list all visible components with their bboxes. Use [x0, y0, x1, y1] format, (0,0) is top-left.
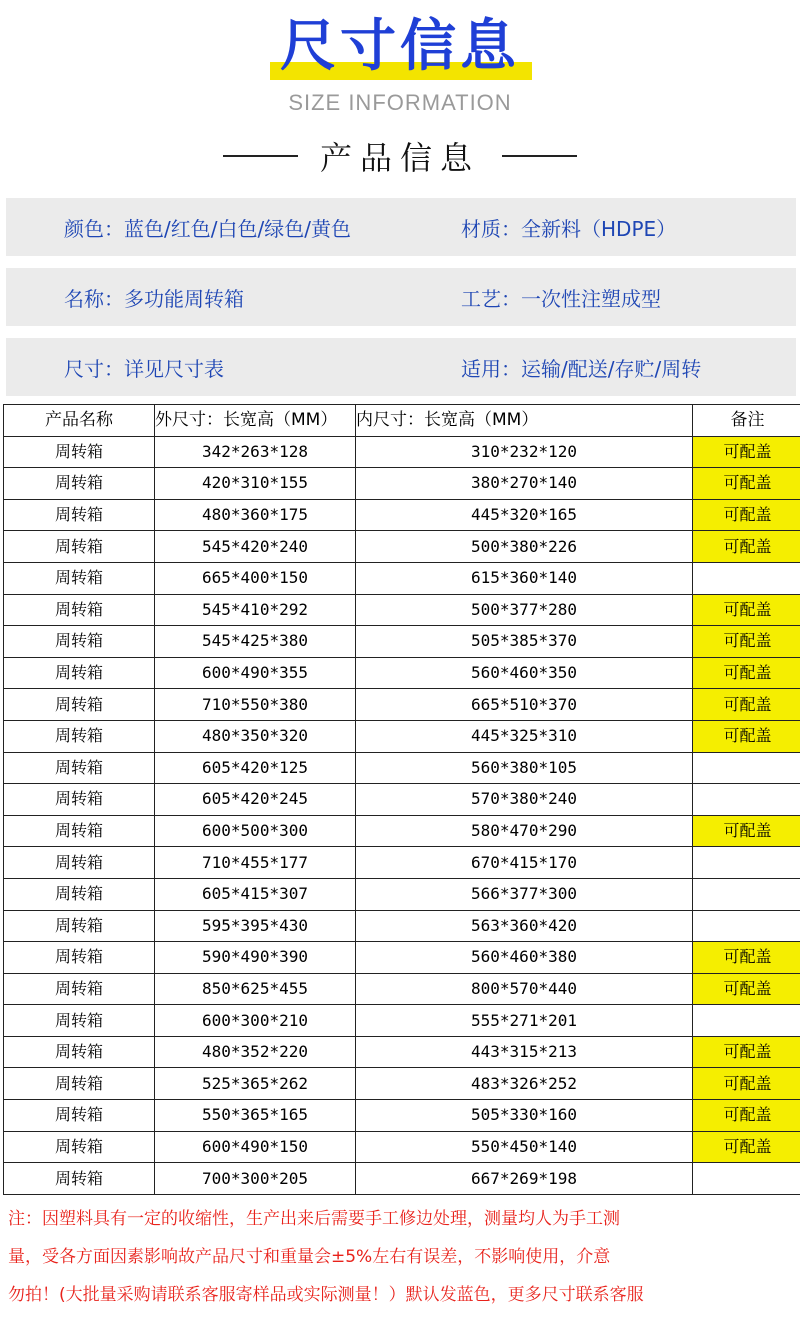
cell-note: 可配盖 [693, 1131, 800, 1163]
cell-inner-size: 500*377*280 [356, 594, 693, 626]
cell-inner-size: 665*510*370 [356, 689, 693, 721]
info-usage: 适用：运输/配送/存贮/周转 [461, 356, 702, 381]
cell-outer-size: 710*550*380 [155, 689, 356, 721]
info-row-1 [6, 198, 796, 256]
cell-note [693, 784, 800, 816]
cell-inner-size: 667*269*198 [356, 1163, 693, 1195]
cell-inner-size: 445*320*165 [356, 499, 693, 531]
footnote-line-2: 量，受各方面因素影响故产品尺寸和重量会±5%左右有误差，不影响使用，介意 [8, 1247, 611, 1267]
cell-outer-size: 665*400*150 [155, 562, 356, 594]
cell-product-name: 周转箱 [4, 689, 155, 721]
info-row-3 [6, 338, 796, 396]
cell-product-name: 周转箱 [4, 942, 155, 974]
cell-outer-size: 710*455*177 [155, 847, 356, 879]
cell-outer-size: 600*490*150 [155, 1131, 356, 1163]
cell-inner-size: 670*415*170 [356, 847, 693, 879]
cell-product-name: 周转箱 [4, 1163, 155, 1195]
table-row [4, 973, 800, 1005]
cell-note: 可配盖 [693, 436, 800, 468]
cell-product-name: 周转箱 [4, 815, 155, 847]
cell-product-name: 周转箱 [4, 752, 155, 784]
cell-inner-size: 505*385*370 [356, 626, 693, 658]
cell-inner-size: 483*326*252 [356, 1068, 693, 1100]
cell-note: 可配盖 [693, 689, 800, 721]
cell-note: 可配盖 [693, 468, 800, 500]
table-row [4, 720, 800, 752]
cell-product-name: 周转箱 [4, 973, 155, 1005]
cell-outer-size: 545*410*292 [155, 594, 356, 626]
cell-note [693, 562, 800, 594]
cell-outer-size: 550*365*165 [155, 1100, 356, 1132]
info-color: 颜色：蓝色/红色/白色/绿色/黄色 [64, 216, 351, 241]
table-row [4, 847, 800, 879]
cell-note: 可配盖 [693, 1100, 800, 1132]
table-row [4, 815, 800, 847]
cell-inner-size: 560*460*350 [356, 657, 693, 689]
cell-note: 可配盖 [693, 973, 800, 1005]
cell-product-name: 周转箱 [4, 562, 155, 594]
cell-inner-size: 615*360*140 [356, 562, 693, 594]
footnote-line-3: 勿拍！(大批量采购请联系客服寄样品或实际测量！）默认发蓝色，更多尺寸联系客服 [8, 1285, 644, 1305]
table-row [4, 562, 800, 594]
info-size: 尺寸：详见尺寸表 [64, 356, 224, 381]
cell-outer-size: 545*425*380 [155, 626, 356, 658]
cell-outer-size: 700*300*205 [155, 1163, 356, 1195]
cell-note: 可配盖 [693, 815, 800, 847]
cell-product-name: 周转箱 [4, 1131, 155, 1163]
cell-note: 可配盖 [693, 720, 800, 752]
cell-note: 可配盖 [693, 531, 800, 563]
table-row [4, 531, 800, 563]
cell-note [693, 1005, 800, 1037]
cell-note: 可配盖 [693, 594, 800, 626]
cell-product-name: 周转箱 [4, 720, 155, 752]
section-heading [0, 132, 800, 180]
cell-note [693, 752, 800, 784]
cell-inner-size: 560*380*105 [356, 752, 693, 784]
header-outer-size: 外尺寸：长宽高（MM） [155, 405, 356, 437]
cell-product-name: 周转箱 [4, 910, 155, 942]
cell-inner-size: 800*570*440 [356, 973, 693, 1005]
cell-product-name: 周转箱 [4, 468, 155, 500]
table-row [4, 594, 800, 626]
cell-outer-size: 480*352*220 [155, 1036, 356, 1068]
info-material: 材质：全新料（HDPE） [461, 216, 677, 241]
cell-inner-size: 563*360*420 [356, 910, 693, 942]
page-header [0, 0, 800, 190]
cell-inner-size: 505*330*160 [356, 1100, 693, 1132]
cell-outer-size: 600*500*300 [155, 815, 356, 847]
table-row [4, 468, 800, 500]
info-name: 名称：多功能周转箱 [64, 286, 244, 311]
footnote-line-1: 注：因塑料具有一定的收缩性，生产出来后需要手工修边处理，测量均人为手工测 [8, 1209, 620, 1229]
table-row [4, 784, 800, 816]
cell-inner-size: 443*315*213 [356, 1036, 693, 1068]
divider-right [502, 155, 577, 157]
cell-product-name: 周转箱 [4, 436, 155, 468]
cell-outer-size: 595*395*430 [155, 910, 356, 942]
cell-note [693, 1163, 800, 1195]
cell-product-name: 周转箱 [4, 1100, 155, 1132]
table-row [4, 499, 800, 531]
page-title: 尺寸信息 [280, 14, 520, 79]
table-row [4, 1163, 800, 1195]
cell-product-name: 周转箱 [4, 784, 155, 816]
cell-outer-size: 545*420*240 [155, 531, 356, 563]
cell-product-name: 周转箱 [4, 594, 155, 626]
cell-note: 可配盖 [693, 626, 800, 658]
cell-outer-size: 480*350*320 [155, 720, 356, 752]
cell-product-name: 周转箱 [4, 499, 155, 531]
cell-outer-size: 590*490*390 [155, 942, 356, 974]
table-row [4, 689, 800, 721]
cell-note [693, 847, 800, 879]
cell-inner-size: 310*232*120 [356, 436, 693, 468]
table-row [4, 1036, 800, 1068]
header-note: 备注 [693, 405, 800, 437]
cell-outer-size: 525*365*262 [155, 1068, 356, 1100]
divider-left [223, 155, 298, 157]
table-row [4, 1100, 800, 1132]
cell-inner-size: 570*380*240 [356, 784, 693, 816]
cell-note [693, 910, 800, 942]
cell-outer-size: 850*625*455 [155, 973, 356, 1005]
table-row [4, 1068, 800, 1100]
cell-outer-size: 600*490*355 [155, 657, 356, 689]
cell-outer-size: 600*300*210 [155, 1005, 356, 1037]
cell-product-name: 周转箱 [4, 847, 155, 879]
cell-note: 可配盖 [693, 1068, 800, 1100]
table-row [4, 752, 800, 784]
table-row [4, 1005, 800, 1037]
table-row [4, 1131, 800, 1163]
table-header-row [4, 405, 800, 437]
cell-inner-size: 445*325*310 [356, 720, 693, 752]
cell-product-name: 周转箱 [4, 626, 155, 658]
footnote [8, 1200, 798, 1314]
cell-product-name: 周转箱 [4, 1036, 155, 1068]
cell-inner-size: 550*450*140 [356, 1131, 693, 1163]
cell-product-name: 周转箱 [4, 657, 155, 689]
section-label: 产品信息 [319, 139, 480, 177]
info-process: 工艺：一次性注塑成型 [461, 286, 661, 311]
cell-outer-size: 605*415*307 [155, 878, 356, 910]
cell-inner-size: 380*270*140 [356, 468, 693, 500]
table-row [4, 942, 800, 974]
cell-note: 可配盖 [693, 942, 800, 974]
cell-inner-size: 580*470*290 [356, 815, 693, 847]
table-row [4, 626, 800, 658]
table-row [4, 910, 800, 942]
cell-inner-size: 500*380*226 [356, 531, 693, 563]
table-row [4, 878, 800, 910]
size-table [3, 404, 800, 1195]
cell-outer-size: 605*420*125 [155, 752, 356, 784]
info-row-2 [6, 268, 796, 326]
cell-inner-size: 566*377*300 [356, 878, 693, 910]
title-wrap [0, 8, 800, 86]
cell-inner-size: 555*271*201 [356, 1005, 693, 1037]
cell-note: 可配盖 [693, 657, 800, 689]
header-product-name: 产品名称 [4, 405, 155, 437]
cell-product-name: 周转箱 [4, 878, 155, 910]
table-row [4, 436, 800, 468]
cell-inner-size: 560*460*380 [356, 942, 693, 974]
cell-outer-size: 342*263*128 [155, 436, 356, 468]
header-inner-size: 内尺寸：长宽高（MM） [356, 405, 693, 437]
page-subtitle: SIZE INFORMATION [288, 90, 512, 115]
table-row [4, 657, 800, 689]
cell-note [693, 878, 800, 910]
cell-product-name: 周转箱 [4, 1005, 155, 1037]
cell-note: 可配盖 [693, 1036, 800, 1068]
cell-note: 可配盖 [693, 499, 800, 531]
cell-outer-size: 420*310*155 [155, 468, 356, 500]
cell-outer-size: 605*420*245 [155, 784, 356, 816]
cell-product-name: 周转箱 [4, 531, 155, 563]
cell-product-name: 周转箱 [4, 1068, 155, 1100]
table-body [4, 436, 800, 1194]
cell-outer-size: 480*360*175 [155, 499, 356, 531]
